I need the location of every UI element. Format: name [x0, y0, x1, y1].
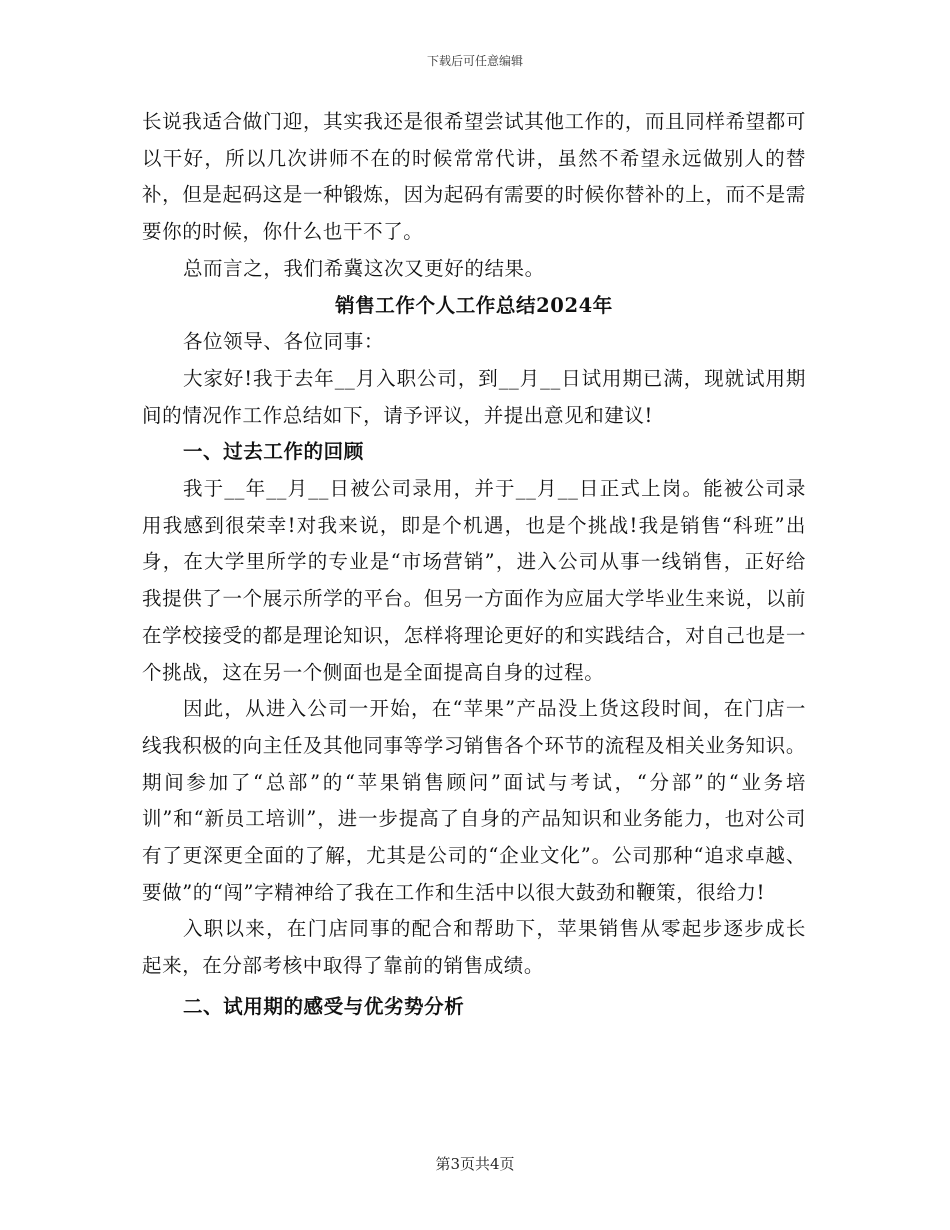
paragraph: 大家好!我于去年__月入职公司，到__月__日试用期已满，现就试用期间的情况作工作总结如下，请予评议，并提出意见和建议!	[142, 366, 806, 427]
paragraph: 总而言之，我们希冀这次又更好的结果。	[182, 256, 545, 280]
paragraph: 因此，从进入公司一开始，在“苹果”产品没上货这段时间，在门店一线我积极的向主任及其他同事等学习销售各个环节的流程及相关业务知识。期间参加了“总部”的“苹果销售顾问”面试与考试，“分部”的“业务培训”和“新员工培训”，进一步提高了自身的产品知识和业务能力，也对公司有了更深更全面的了解，尤其是公司的“企业文化”。公司那种“追求卓越、要做”的“闯”字精神给了我在工作和生活中以很大鼓劲和鞭策，很给力!	[142, 697, 806, 904]
salutation: 各位领导、各位同事：	[182, 330, 384, 354]
document-title: 销售工作个人工作总结2024年	[335, 293, 613, 317]
section-heading-2: 二、试用期的感受与优劣势分析	[182, 994, 465, 1018]
section-heading-1: 一、过去工作的回顾	[182, 440, 364, 464]
document-body	[142, 104, 806, 1026]
page-number: 第3页共4页	[435, 1155, 515, 1173]
paragraph: 长说我适合做门迎，其实我还是很希望尝试其他工作的，而且同样希望都可以干好，所以几次讲师不在的时候常常代讲，虽然不希望永远做别人的替补，但是起码这是一种锻炼，因为起码有需要的时候你替补的上，而不是需要你的时候，你什么也干不了。	[142, 110, 806, 244]
page-header-note: 下载后可任意编辑	[426, 54, 523, 68]
paragraph: 入职以来，在门店同事的配合和帮助下，苹果销售从零起步逐步成长起来，在分部考核中取得了靠前的销售成绩。	[142, 917, 806, 978]
paragraph: 我于__年__月__日被公司录用，并于__月__日正式上岗。能被公司录用我感到很荣幸!对我来说，即是个机遇，也是个挑战!我是销售“科班”出身，在大学里所学的专业是“市场营销”，进入公司从事一线销售，正好给我提供了一个展示所学的平台。但另一方面作为应届大学毕业生来说，以前在学校接受的都是理论知识，怎样将理论更好的和实践结合，对自己也是一个挑战，这在另一个侧面也是全面提高自身的过程。	[142, 477, 806, 684]
